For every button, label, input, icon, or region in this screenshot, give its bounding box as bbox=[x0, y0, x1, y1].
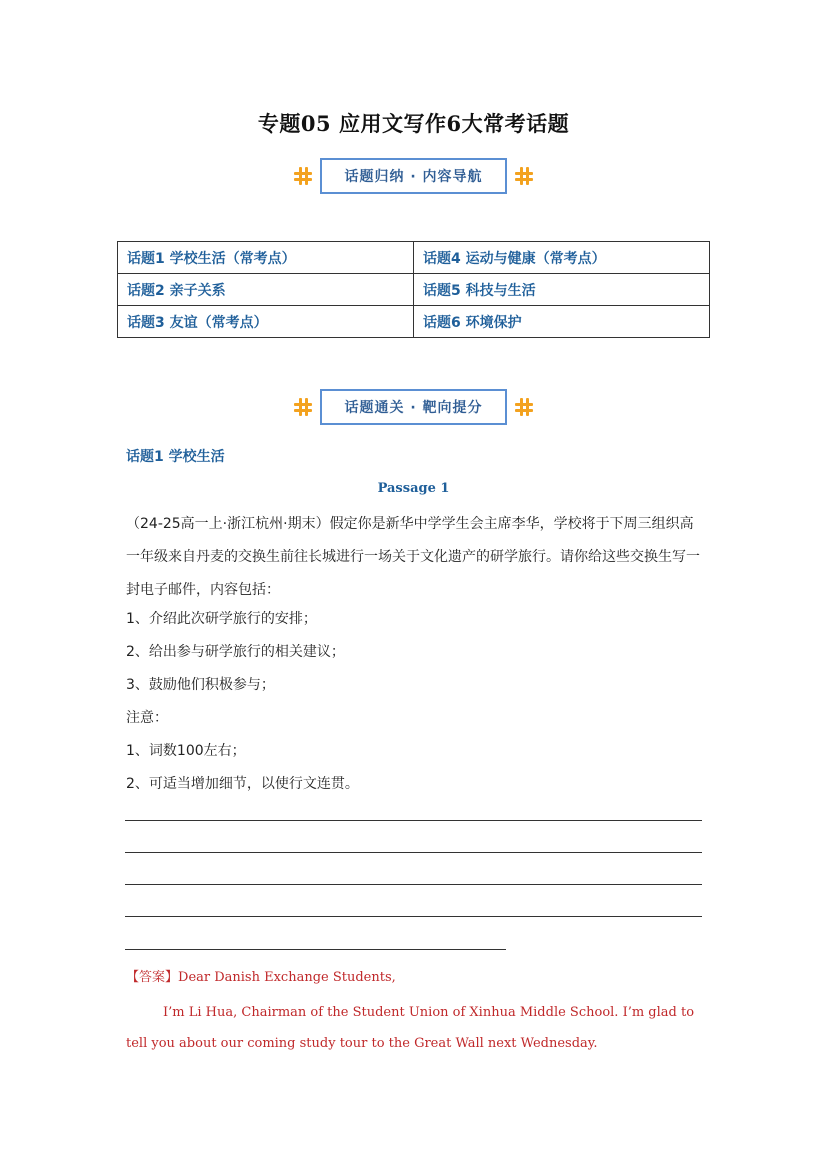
table-row bbox=[118, 274, 710, 306]
table-row bbox=[118, 242, 710, 274]
topic-cell: 话题1 学校生活（常考点） bbox=[118, 242, 414, 274]
nav-banner-label: 话题归纳 · 内容导航 bbox=[320, 158, 506, 194]
hash-deco-icon bbox=[515, 398, 533, 416]
list-item: 3、鼓励他们积极参与； bbox=[126, 677, 275, 693]
notice-label: 注意： bbox=[126, 710, 168, 726]
answer-blank-line bbox=[125, 916, 702, 917]
section-heading: 话题1 学校生活 bbox=[126, 449, 225, 465]
answer-label: 【答案】 bbox=[126, 970, 179, 985]
topic-cell: 话题3 友谊（常考点） bbox=[118, 306, 414, 338]
answer-greeting: Dear Danish Exchange Students, bbox=[178, 970, 396, 985]
answer-blank-line bbox=[125, 852, 702, 853]
list-item: 2、可适当增加细节，以使行文连贯。 bbox=[126, 776, 359, 792]
answer-greeting-line bbox=[126, 966, 706, 985]
list-item: 1、介绍此次研学旅行的安排； bbox=[126, 611, 317, 627]
page-title: 专题05 应用文写作6大常考话题 bbox=[257, 111, 570, 136]
nav-banner bbox=[0, 158, 827, 194]
prompt-paragraph: （24-25高一上·浙江杭州·期末）假定你是新华中学学生会主席李华，学校将于下周三组织高一年级来自丹麦的交换生前往长城进行一场关于文化遗产的研学旅行。请你给这些交换生写一封电子邮件，内容包括： bbox=[126, 516, 700, 598]
topic-cell: 话题2 亲子关系 bbox=[118, 274, 414, 306]
topic-cell: 话题5 科技与生活 bbox=[414, 274, 710, 306]
hash-deco-icon bbox=[294, 167, 312, 185]
topic-cell: 话题6 环境保护 bbox=[414, 306, 710, 338]
passage-title: Passage 1 bbox=[377, 481, 450, 496]
list-item: 2、给出参与研学旅行的相关建议； bbox=[126, 644, 345, 660]
answer-blank-line bbox=[125, 820, 702, 821]
practice-banner bbox=[0, 389, 827, 425]
answer-body: I’m Li Hua, Chairman of the Student Union of Xinhua Middle School. I’m glad to tell you about our coming study tour to the Great Wall next Wednesday. bbox=[126, 1005, 695, 1051]
hash-deco-icon bbox=[294, 398, 312, 416]
practice-banner-label: 话题通关 · 靶向提分 bbox=[320, 389, 506, 425]
hash-deco-icon bbox=[515, 167, 533, 185]
answer-blank-line bbox=[125, 884, 702, 885]
table-row bbox=[118, 306, 710, 338]
answer-blank-line bbox=[125, 949, 506, 950]
list-item: 1、词数100左右； bbox=[126, 743, 246, 759]
topic-table bbox=[117, 241, 710, 338]
topic-cell: 话题4 运动与健康（常考点） bbox=[414, 242, 710, 274]
